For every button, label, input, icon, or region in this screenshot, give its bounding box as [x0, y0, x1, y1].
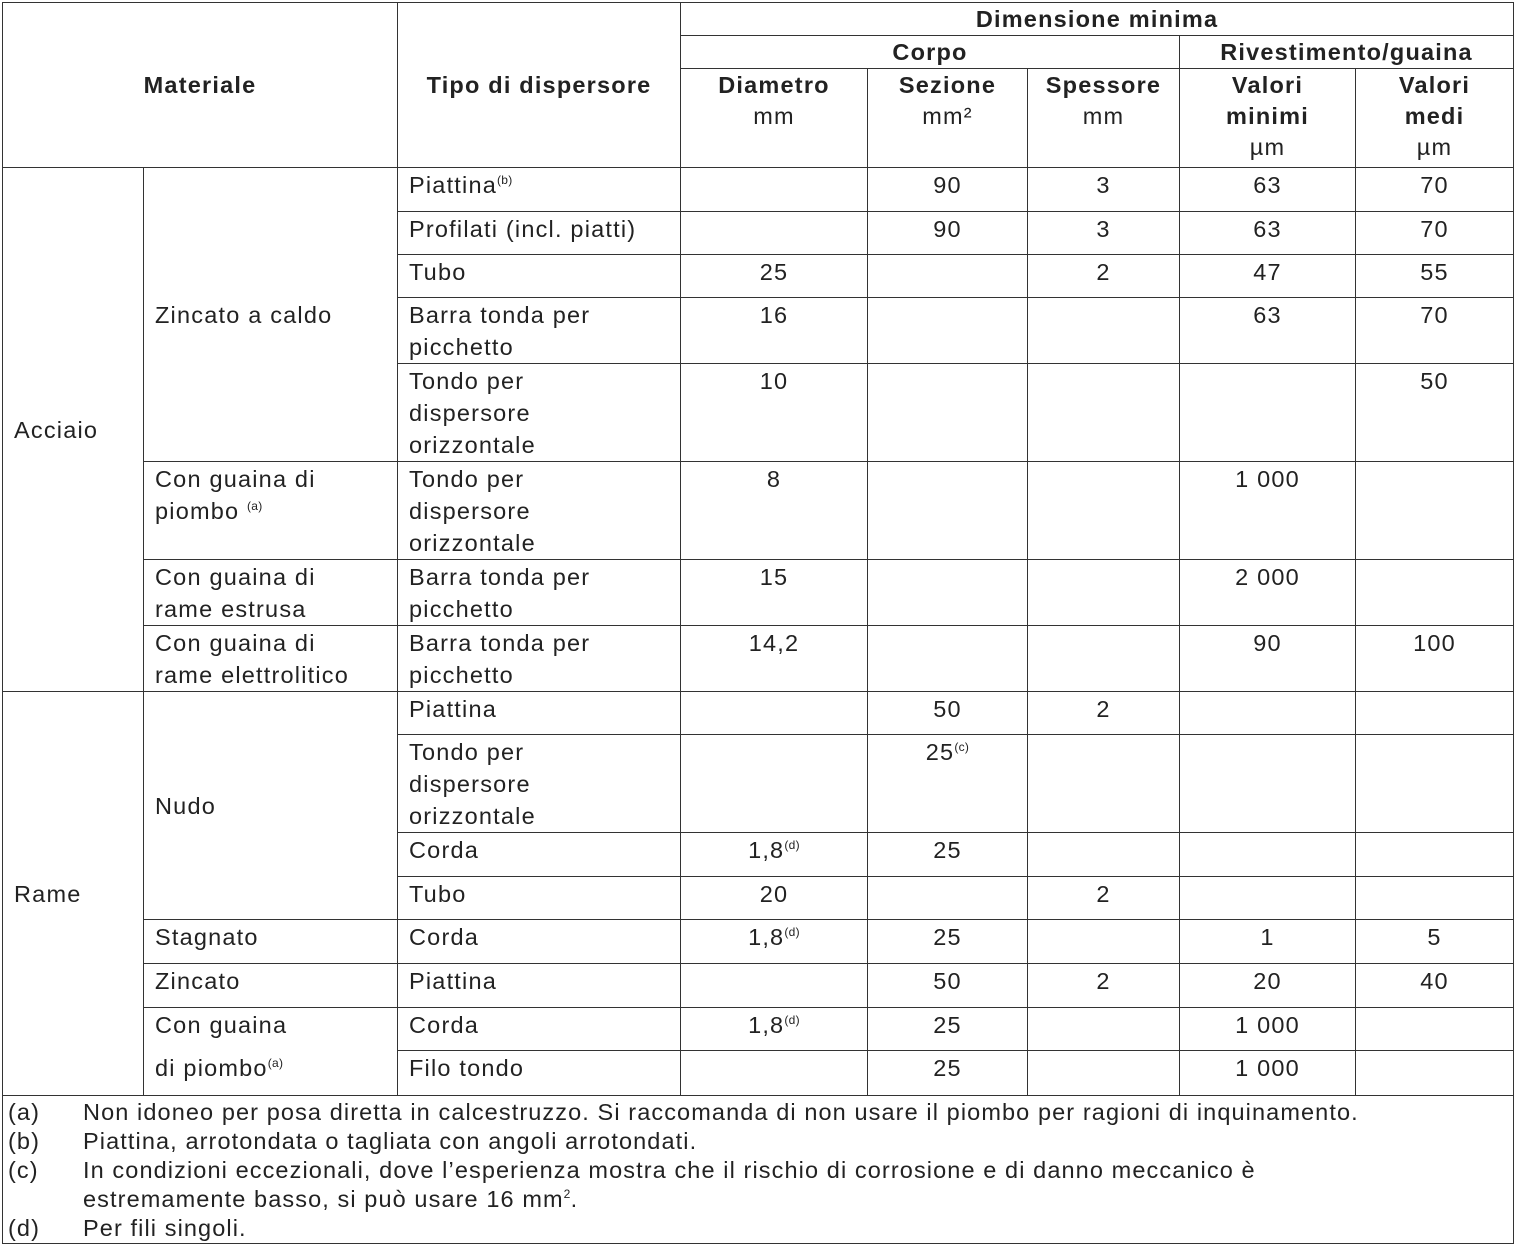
header-sezione — [868, 69, 1028, 168]
cell-minimi: 1 000 — [1180, 1008, 1356, 1051]
header-valori-minimi — [1180, 69, 1356, 168]
cell-medi: 100 — [1356, 626, 1514, 692]
specification-table — [2, 2, 1514, 1244]
header-spessore-label: Spessore — [1045, 72, 1162, 98]
header-dimensione-minima: Dimensione minima — [681, 3, 1514, 36]
cell-tipo: Profilati (incl. piatti) — [398, 212, 681, 255]
cell-sezione: 50 — [868, 692, 1028, 735]
cell-diametro — [681, 735, 868, 833]
subgroup-nudo: Nudo — [144, 692, 398, 920]
cell-minimi — [1180, 833, 1356, 877]
cell-spessore — [1028, 920, 1180, 964]
header-valori-minimi-unit: µm — [1249, 134, 1286, 160]
footnote-c — [3, 1156, 1513, 1214]
header-materiale: Materiale — [3, 3, 398, 168]
cell-spessore — [1028, 1051, 1180, 1096]
group-acciaio: Acciaio — [3, 168, 144, 692]
cell-diametro — [681, 692, 868, 735]
cell-minimi: 2 000 — [1180, 560, 1356, 626]
group-rame: Rame — [3, 692, 144, 1096]
cell-medi — [1356, 560, 1514, 626]
subgroup-stagnato: Stagnato — [144, 920, 398, 964]
cell-diametro: 1,8$^{(d)}$ — [681, 920, 868, 964]
cell-sezione — [868, 298, 1028, 364]
table-row — [3, 1008, 1514, 1051]
cell-spessore — [1028, 560, 1180, 626]
header-valori-medi-line1: Valori — [1398, 72, 1471, 98]
cell-sezione — [868, 626, 1028, 692]
header-rivestimento: Rivestimento/guaina — [1180, 36, 1514, 69]
cell-tipo: Tondo per dispersore orizzontale — [398, 735, 681, 833]
cell-tipo: Corda — [398, 920, 681, 964]
cell-medi — [1356, 833, 1514, 877]
table-row — [3, 626, 1514, 692]
header-corpo: Corpo — [681, 36, 1180, 69]
cell-spessore — [1028, 364, 1180, 462]
cell-medi: 50 — [1356, 364, 1514, 462]
cell-tipo: Tubo — [398, 255, 681, 298]
cell-diametro — [681, 1051, 868, 1096]
cell-sezione — [868, 364, 1028, 462]
cell-tipo: Filo tondo — [398, 1051, 681, 1096]
footnote-text: Piattina, arrotondata o tagliata con angoli arrotondati. — [83, 1128, 698, 1154]
header-valori-minimi-line2: minimi — [1226, 103, 1309, 129]
cell-tipo: Tondo per dispersore orizzontale — [398, 364, 681, 462]
table-row — [3, 692, 1514, 735]
footnote-key: (b) — [8, 1128, 41, 1154]
table-row — [3, 560, 1514, 626]
footnote-key: (a) — [8, 1099, 41, 1125]
cell-medi: 70 — [1356, 212, 1514, 255]
cell-sezione: 25 — [868, 833, 1028, 877]
cell-diametro: 20 — [681, 877, 868, 920]
cell-spessore: 3 — [1028, 212, 1180, 255]
header-diametro-label: Diametro — [718, 72, 830, 98]
cell-sezione — [868, 560, 1028, 626]
cell-minimi: 20 — [1180, 964, 1356, 1008]
cell-medi — [1356, 877, 1514, 920]
subgroup-guaina-rame-elettrolitico: Con guaina di rame elettrolitico — [144, 626, 398, 692]
cell-tipo: Piattina — [398, 692, 681, 735]
cell-minimi: 63 — [1180, 212, 1356, 255]
footnote-key: (d) — [8, 1215, 41, 1241]
cell-sezione: 25 — [868, 1008, 1028, 1051]
cell-medi — [1356, 462, 1514, 560]
header-diametro — [681, 69, 868, 168]
cell-sezione: 25 — [868, 920, 1028, 964]
cell-spessore — [1028, 833, 1180, 877]
table-row — [3, 964, 1514, 1008]
footnote-a — [3, 1098, 1513, 1127]
header-sezione-unit: mm² — [922, 103, 973, 129]
cell-minimi: 63 — [1180, 168, 1356, 212]
cell-diametro: 1,8$^{(d)}$ — [681, 1008, 868, 1051]
cell-sezione — [868, 462, 1028, 560]
footnote-b — [3, 1127, 1513, 1156]
cell-sezione: 90 — [868, 168, 1028, 212]
cell-spessore — [1028, 462, 1180, 560]
subgroup-guaina-rame-estrusa: Con guaina di rame estrusa — [144, 560, 398, 626]
header-sezione-label: Sezione — [898, 72, 997, 98]
cell-medi: 70 — [1356, 168, 1514, 212]
cell-sezione — [868, 255, 1028, 298]
cell-minimi: 63 — [1180, 298, 1356, 364]
cell-minimi: 90 — [1180, 626, 1356, 692]
cell-spessore: 3 — [1028, 168, 1180, 212]
cell-tipo: Corda — [398, 833, 681, 877]
cell-diametro: 15 — [681, 560, 868, 626]
cell-minimi — [1180, 735, 1356, 833]
subgroup-guaina-piombo-acciaio: Con guaina di piombo $^{(a)}$ — [144, 462, 398, 560]
header-diametro-unit: mm — [753, 103, 795, 129]
table-row — [3, 168, 1514, 212]
cell-tipo: Tubo — [398, 877, 681, 920]
cell-spessore — [1028, 735, 1180, 833]
cell-tipo: Barra tonda per picchetto — [398, 626, 681, 692]
header-valori-medi-unit: µm — [1416, 134, 1453, 160]
cell-diametro: 16 — [681, 298, 868, 364]
cell-medi — [1356, 1008, 1514, 1051]
cell-sezione: 90 — [868, 212, 1028, 255]
cell-medi: 40 — [1356, 964, 1514, 1008]
footnote-d — [3, 1214, 1513, 1243]
cell-medi: 55 — [1356, 255, 1514, 298]
cell-tipo: Piattina — [398, 964, 681, 1008]
cell-minimi: 1 — [1180, 920, 1356, 964]
footnote-text: Non idoneo per posa diretta in calcestruzzo. Si raccomanda di non usare il piombo per ragioni di inquinamento. — [83, 1099, 1359, 1125]
footnote-text: In condizioni eccezionali, dove l’esperienza mostra che il rischio di corrosione e di danno meccanico è estremamente basso, si può usare 16 $mm^2$. — [83, 1157, 1256, 1212]
cell-spessore: 2 — [1028, 255, 1180, 298]
subgroup-zincato-caldo: Zincato a caldo — [144, 168, 398, 462]
cell-sezione: 25$^{(c)}$ — [868, 735, 1028, 833]
footnotes-row — [3, 1096, 1514, 1244]
header-tipo-dispersore: Tipo di dispersore — [398, 3, 681, 168]
header-valori-medi-line2: medi — [1404, 103, 1465, 129]
cell-sezione: 50 — [868, 964, 1028, 1008]
document-page — [2, 2, 1513, 1244]
header-valori-minimi-line1: Valori — [1231, 72, 1304, 98]
cell-tipo: Barra tonda per picchetto — [398, 560, 681, 626]
table-row — [3, 462, 1514, 560]
footnotes — [3, 1096, 1514, 1244]
cell-diametro: 1,8$^{(d)}$ — [681, 833, 868, 877]
cell-spessore: 2 — [1028, 692, 1180, 735]
table-row — [3, 920, 1514, 964]
cell-spessore: 2 — [1028, 877, 1180, 920]
cell-minimi — [1180, 877, 1356, 920]
subgroup-guaina-piombo-rame-line1: Con guaina — [144, 1008, 398, 1051]
cell-spessore — [1028, 298, 1180, 364]
cell-minimi: 1 000 — [1180, 1051, 1356, 1096]
footnote-key: (c) — [8, 1157, 39, 1183]
cell-tipo: Corda — [398, 1008, 681, 1051]
cell-spessore — [1028, 626, 1180, 692]
header-spessore — [1028, 69, 1180, 168]
cell-minimi: 47 — [1180, 255, 1356, 298]
cell-diametro — [681, 212, 868, 255]
cell-spessore — [1028, 1008, 1180, 1051]
cell-diametro: 14,2 — [681, 626, 868, 692]
footnote-text: Per fili singoli. — [83, 1215, 247, 1241]
cell-minimi — [1180, 364, 1356, 462]
cell-tipo: Piattina$^{(b)}$ — [398, 168, 681, 212]
cell-tipo: Tondo per dispersore orizzontale — [398, 462, 681, 560]
cell-medi — [1356, 1051, 1514, 1096]
subgroup-guaina-piombo-rame-line2: di piombo$^{(a)}$ — [144, 1051, 398, 1096]
cell-minimi — [1180, 692, 1356, 735]
cell-spessore: 2 — [1028, 964, 1180, 1008]
cell-diametro: 8 — [681, 462, 868, 560]
header-spessore-unit: mm — [1082, 103, 1125, 129]
cell-diametro — [681, 964, 868, 1008]
cell-sezione: 25 — [868, 1051, 1028, 1096]
cell-diametro — [681, 168, 868, 212]
cell-diametro: 25 — [681, 255, 868, 298]
cell-medi — [1356, 735, 1514, 833]
cell-medi: 5 — [1356, 920, 1514, 964]
cell-medi: 70 — [1356, 298, 1514, 364]
cell-sezione — [868, 877, 1028, 920]
header-valori-medi — [1356, 69, 1514, 168]
cell-tipo: Barra tonda per picchetto — [398, 298, 681, 364]
cell-diametro: 10 — [681, 364, 868, 462]
table-row — [3, 1051, 1514, 1096]
cell-minimi: 1 000 — [1180, 462, 1356, 560]
subgroup-zincato: Zincato — [144, 964, 398, 1008]
cell-medi — [1356, 692, 1514, 735]
